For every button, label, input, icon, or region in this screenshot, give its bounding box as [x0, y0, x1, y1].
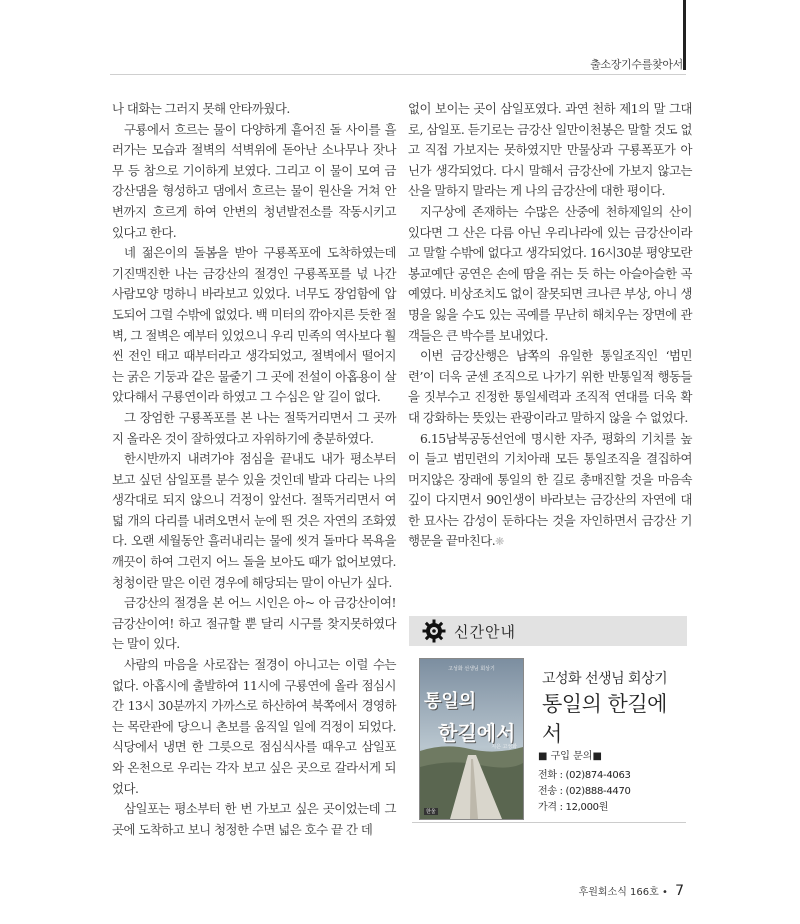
page-footer: [579, 883, 684, 899]
page-number: 7: [675, 883, 684, 899]
book-announcement: [412, 656, 686, 823]
paragraph: [408, 429, 692, 554]
cover-author: 지은 고성화: [491, 744, 517, 750]
cover-blurb: 고성화 선생님 회상기: [448, 666, 495, 672]
cover-title-line1: 통일의: [424, 691, 477, 712]
running-head: 출소장기수를찾아서: [590, 58, 683, 71]
paragraph: 지구상에 존재하는 수많은 산중에 천하제일의 산이 있다면 그 산은 다름 아닌 우리나라에 있는 금강산이라고 말할 수밖에 없다고 생각되었다. 16시30분 평양모란봉교예단 공연은 손에 땀을 쥐는 듯 하는 아슬아슬한 곡예였다. 비상조치도 없이 잘못되면 크나큰 부상, 아니 생명을 잃을 수도 있는 곡예를 무난히 해치우는 장면에 관객들은 큰 박수를 보내었다.: [408, 203, 692, 343]
new-book-section-bar: [409, 616, 687, 646]
paragraph: 구룡에서 흐르는 물이 다양하게 흩어진 돌 사이를 흘러가는 모습과 절벽의 석벽위에 돋아난 소나무나 잣나무 등 참으로 기이하게 보였다. 그리고 이 물이 모여 금강산댐을 형성하고 댐에서 흐르는 물이 원산을 거쳐 안변까지 흐르게 하여 안변의 청년발전소를 작동시키고 있다고 한다.: [112, 121, 396, 240]
book-cover: [419, 658, 524, 820]
top-rule: [683, 0, 686, 70]
book-title: 통일의 한길에서: [542, 692, 667, 746]
footer-text: 후원회소식 166호 •: [578, 887, 668, 898]
paragraph: 금강산의 절경을 본 어느 시인은 아~ 아 금강산이여! 금강산이여! 하고 절규할 뿐 달리 시구를 찾지못하였다는 말이 있다.: [112, 595, 396, 652]
paragraph: 네 젊은이의 돌봄을 받아 구룡폭포에 도착하였는데 기진맥진한 나는 금강산의 절경인 구룡폭포를 넋 나간 사람모양 멍하니 바라보고 있었다. 너무도 장엄함에 압도되어 그럴 수밖에 없었다. 백 미터의 깎아지른 듯한 절벽, 그 절벽은 예부터 있었으니 우리 민족의 역사보다 훨씬 전인 태고 때부터라고 생각되었고, 절벽에서 떨어지는 굵은 기둥과 같은 물줄기 그 곳에 전설이 아홉용이 살았다해서 구룡연이라 하였고 그 수심은 알 길이 없다.: [112, 245, 396, 405]
paragraph: 한시반까지 내려가야 점심을 끝내도 내가 평소부터 보고 싶던 삼일포를 분수 있을 것인데 발과 다리는 나의 생각대로 되지 않으니 걱정이 앞선다. 절뚝거리면서 여덟 개의 다리를 내려오면서 눈에 띈 것은 자연의 조화였다. 오랜 세월동안 흘러내리는 물에 씻겨 돌마다 목욕을 깨끗이 하여 그런지 어느 돌을 보아도 때가 없어보였다. 청청이란 말은 이런 경우에 해당되는 말이 아닌가 싶다.: [112, 451, 396, 590]
book-subtitle: 고성화 선생님 회상기: [542, 671, 668, 687]
cover-title-line2: 한길에서: [438, 721, 516, 745]
paragraph: 삼일포는 평소부터 한 번 가보고 싶은 곳이었는데 그곳에 도착하고 보니 청정한 수면 넓은 호수 끝 간 데: [112, 801, 396, 837]
left-column: [112, 99, 396, 840]
paragraph: 그 장엄한 구룡폭포를 본 나는 절뚝거리면서 그 곳까지 올라온 것이 잘하였다고 자위하기에 충분하였다.: [112, 409, 396, 446]
paragraph-text: 6.15남북공동선언에 명시한 자주, 평화의 기치를 높이 들고 범민련의 기치아래 모든 통일조직을 결집하여 머지않은 장래에 통일의 한 길로 총매진할 것을 마음속 깊이 다지면서 90인생이 바라보는 금강산의 자연에 대한 묘사는 감성이 둔하다는 것을 자인하면서 금강산 기행문을 끝마친다.: [408, 430, 692, 549]
fax-number: 전송 : (02)888-4470: [538, 786, 631, 797]
section-title: 신간안내: [454, 622, 516, 641]
order-inquiry-label: ■ 구입 문의■: [538, 751, 602, 762]
header-divider: [110, 74, 686, 75]
gear-wheel-icon: [422, 619, 446, 643]
paragraph: 나 대화는 그러지 못해 안타까웠다.: [112, 101, 290, 116]
cover-publisher: 한울: [426, 809, 436, 815]
right-column: [408, 99, 692, 553]
paragraph: 사람의 마음을 사로잡는 절경이 아니고는 이럴 수는 없다. 아홉시에 출발하여 11시에 구룡연에 올라 점심시간 13시 30분까지 가까스로 하산하여 북쪽에서 경영하는 목란관에 당으니 촌보를 움직일 일에 걱정이 되었다. 식당에서 냉면 한 그릇으로 점심식사를 때우고 삼일포와 온천으로 우리는 각자 보고 싶은 곳으로 갈라서게 되었다.: [112, 657, 396, 796]
end-mark-icon: ❋: [495, 535, 504, 549]
paragraph: 없이 보이는 곳이 삼일포였다. 과연 천하 제1의 말 그대로, 삼일포. 듣기로는 금강산 일만이천봉은 말할 것도 없고 직접 가보지는 못하였지만 만물상과 구룡폭포가 아닌가 생각되었다. 다시 말해서 금강산에 가보지 않고는 산을 말하지 말라는 게 나의 금강산에 대한 평이다.: [408, 101, 692, 199]
book-price: 가격 : 12,000원: [538, 802, 609, 813]
paragraph: 이번 금강산행은 남쪽의 유일한 통일조직인 ‘범민련’이 더욱 굳센 조직으로 나가기 위한 반통일적 행동들을 짓부수고 진정한 통일세력과 조직적 연대를 더욱 확대 강화하는 뜻있는 관광이라고 말하지 않을 수 없었다.: [408, 348, 692, 425]
phone-number: 전화 : (02)874-4063: [538, 770, 631, 781]
